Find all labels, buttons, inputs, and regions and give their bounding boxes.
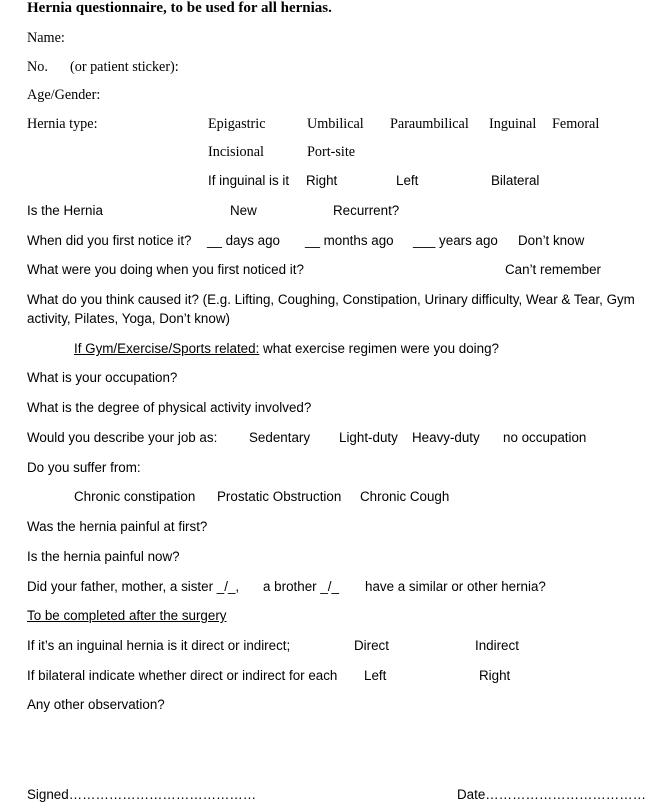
occupation-question: What is your occupation? [27, 370, 178, 385]
option-chronic-constipation: Chronic constipation [74, 489, 196, 504]
is-hernia-label: Is the Hernia [27, 203, 103, 218]
patient-sticker-label: (or patient sticker): [70, 59, 179, 75]
option-epigastric: Epigastric [208, 116, 266, 132]
first-notice-label: When did you first notice it? [27, 233, 192, 248]
option-years-ago: ___ years ago [413, 233, 498, 248]
name-field-label: Name: [27, 30, 65, 46]
option-no-occupation: no occupation [503, 430, 587, 445]
option-femoral: Femoral [552, 116, 600, 132]
option-light-duty: Light-duty [339, 430, 398, 445]
option-bilateral-right: Right [479, 668, 511, 683]
option-sedentary: Sedentary [249, 430, 311, 445]
number-field-label: No. [27, 59, 48, 75]
family-question-part1: Did your father, mother, a sister _/_, [27, 579, 240, 594]
family-question-part3: have a similar or other hernia? [365, 579, 546, 594]
option-paraumbilical: Paraumbilical [390, 116, 469, 132]
doing-question: What were you doing when you first noticed it? [27, 262, 304, 277]
option-new: New [230, 203, 257, 218]
family-question-part2: a brother _/_ [263, 579, 339, 594]
option-umbilical: Umbilical [307, 116, 364, 132]
option-bilateral-left: Left [364, 668, 387, 683]
option-incisional: Incisional [208, 144, 264, 160]
cause-question-line1: What do you think caused it? (E.g. Lifting, Coughing, Constipation, Urinary difficulty, Wear & Tear, Gym [27, 292, 635, 307]
after-surgery-heading: To be completed after the surgery [27, 608, 227, 623]
option-port-site: Port-site [307, 144, 356, 160]
hernia-type-label: Hernia type: [27, 116, 98, 132]
option-months-ago: __ months ago [305, 233, 394, 248]
painful-now-question: Is the hernia painful now? [27, 549, 180, 564]
option-direct: Direct [354, 638, 389, 653]
option-left-side: Left [396, 173, 419, 188]
option-bilateral: Bilateral [491, 173, 540, 188]
option-cant-remember: Can’t remember [505, 262, 601, 277]
option-dont-know: Don’t know [518, 233, 585, 248]
option-recurrent: Recurrent? [333, 203, 400, 218]
option-heavy-duty: Heavy-duty [412, 430, 480, 445]
option-chronic-cough: Chronic Cough [360, 489, 450, 504]
age-gender-label: Age/Gender: [27, 87, 101, 103]
signed-line: Signed…………………………………… [27, 787, 257, 802]
option-inguinal: Inguinal [489, 116, 537, 132]
suffer-question: Do you suffer from: [27, 460, 141, 475]
gym-question [74, 341, 499, 357]
option-right-side: Right [306, 173, 338, 188]
painful-first-question: Was the hernia painful at first? [27, 519, 208, 534]
option-days-ago: __ days ago [207, 233, 280, 248]
date-line: Date……………………………… [457, 787, 646, 802]
bilateral-type-question: If bilateral indicate whether direct or indirect for each [27, 668, 338, 683]
other-observation-question: Any other observation? [27, 697, 165, 712]
cause-question-line2: activity, Pilates, Yoga, Don’t know) [27, 311, 230, 326]
if-inguinal-label: If inguinal is it [208, 173, 290, 188]
option-indirect: Indirect [475, 638, 519, 653]
option-prostatic-obstruction: Prostatic Obstruction [217, 489, 342, 504]
job-question: Would you describe your job as: [27, 430, 218, 445]
inguinal-type-question: If it’s an inguinal hernia is it direct or indirect; [27, 638, 291, 653]
activity-question: What is the degree of physical activity involved? [27, 400, 312, 415]
gym-condition: If Gym/Exercise/Sports related: [74, 341, 260, 356]
gym-question-text: what exercise regimen were you doing? [259, 341, 499, 356]
page-title: Hernia questionnaire, to be used for all hernias. [27, 0, 332, 16]
